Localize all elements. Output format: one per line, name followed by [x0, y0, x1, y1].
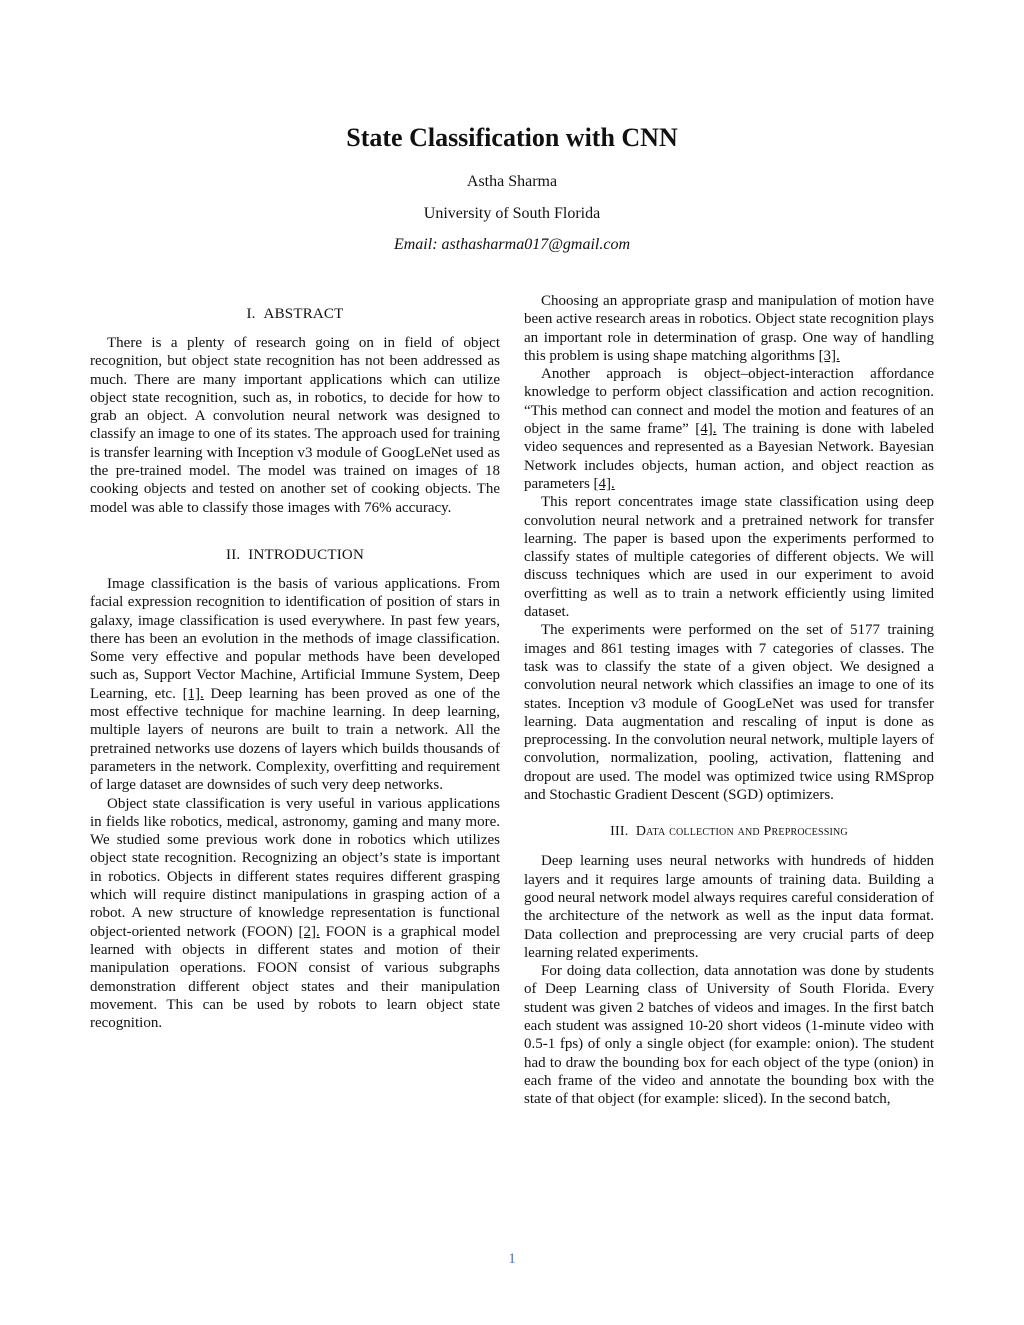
paper-title: State Classification with CNN [346, 123, 678, 152]
intro-paragraph-5: This report concentrates image state classification using deep convolution neural network and a pretrained network for transfer learning. The paper is based upon the experiments performed to classify states of multiple categories of different objects. We will discuss techniques which are used in our experiment to avoid overfitting as well as to train a network efficiently using limited dataset. [524, 494, 934, 621]
citation-link-4[interactable]: [4]. [695, 421, 717, 438]
section-heading-abstract: I. ABSTRACT [246, 306, 344, 322]
author-name: Astha Sharma [466, 173, 558, 190]
author-affiliation: University of South Florida [423, 205, 601, 222]
left-column [90, 290, 500, 1032]
page-number: 1 [508, 1251, 516, 1267]
intro-paragraph-3: Choosing an appropriate grasp and manipulation of motion have been active research areas in robotics. Object state recognition plays an important role in determination of grasp. One way of handling this problem is using shape matching algorithms [3]. [524, 293, 934, 364]
author-email: Email: asthasharma017@gmail.com [393, 236, 631, 253]
citation-link-2[interactable]: [2]. [298, 923, 320, 940]
right-column [524, 292, 934, 1108]
citation-link-3[interactable]: [3]. [818, 347, 840, 364]
intro-paragraph-1: Image classification is the basis of various applications. From facial expression recognition to identification of position of stars in galaxy, image classification is used everywhere. In past few years, there has been an evolution in the methods of image classification. Some very effective and popular methods have been developed such as, Support Vector Machine, Artificial Immune System, Deep Learning, etc. [1]. Deep learning has been proved as one of the most effective technique for machine learning. In deep learning, multiple layers of neurons are built to train a network. All the pretrained networks use dozens of layers which builds thousands of parameters in the network. Complexity, overfitting and requirement of large dataset are downsides of such very deep networks. [90, 575, 500, 794]
data-paragraph-1: Deep learning uses neural networks with hundreds of hidden layers and it requires large amounts of training data. Building a good neural network model always requires careful consideration of the architecture of the network as well as the input data format. Data collection and preprocessing are very crucial parts of deep learning related experiments. [524, 853, 934, 961]
intro-paragraph-6: The experiments were performed on the set of 5177 training images and 861 testing images with 7 categories of classes. The task was to classify the state of a given object. We designed a convolution neural network which classifies an image to one of its states. Inception v3 module of GoogLeNet was used for transfer learning. Data augmentation and rescaling of input is done as preprocessing. In the convolution neural network, multiple layers of convolution, normalization, pooling, activation, flattening and dropout are used. The model was optimized twice using RMSprop and Stochastic Gradient Descent (SGD) optimizers. [524, 622, 934, 804]
intro-paragraph-2: Object state classification is very useful in various applications in fields like robotics, medical, astronomy, gaming and many more. We studied some previous work done in robotics which utilizes object state recognition. Recognizing an object’s state is important in robotics. Objects in different states requires different grasping which will require distinct manipulations in grasping action of a robot. A new structure of knowledge representation is functional object-oriented network (FOON) [2]. FOON is a graphical model learned with objects in different states and motion of their manipulation operations. FOON consist of various subgraphs demonstration different object states and their manipulation movement. This can be used by robots to learn object state recognition. [90, 795, 500, 1032]
citation-link-1[interactable]: [1]. [182, 685, 204, 702]
citation-link-4b[interactable]: [4]. [593, 475, 615, 492]
intro-paragraph-4: Another approach is object–object-interaction affordance knowledge to perform object classification and action recognition. “This method can connect and model the motion and features of an object in the same frame” [4]. The training is done with labeled video sequences and represented as a Bayesian Network. Bayesian Network includes objects, human action, and object reaction as parameters [4]. [524, 366, 934, 492]
abstract-paragraph: There is a plenty of research going on in field of object recognition, but object state recognition has not been addressed as much. There are many important applications which can utilize object state recognition, such as, in robotics, to decide for how to grab an object. A convolution neural network was designed to classify an image to one of its states. The approach used for training is transfer learning with Inception v3 module of GoogLeNet used as the pre-trained model. The model was trained on images of 18 cooking objects and tested on another set of cooking objects. The model was able to classify those images with 76% accuracy. [90, 335, 500, 516]
data-paragraph-2: For doing data collection, data annotation was done by students of Deep Learning class of University of South Florida. Every student was given 2 batches of videos and images. In the first batch each student was assigned 10-20 short videos (1-minute video with 0.5-1 fps) of only a single object (for example: onion). The student had to draw the bounding box for each object of the type (onion) in each frame of the video and annotate the bounding box with the state of that object (for example: sliced). In the second batch, [524, 963, 934, 1108]
section-heading-introduction: II. INTRODUCTION [226, 546, 364, 563]
section-heading-data-collection: III. Data collection and Preprocessing [610, 824, 848, 840]
